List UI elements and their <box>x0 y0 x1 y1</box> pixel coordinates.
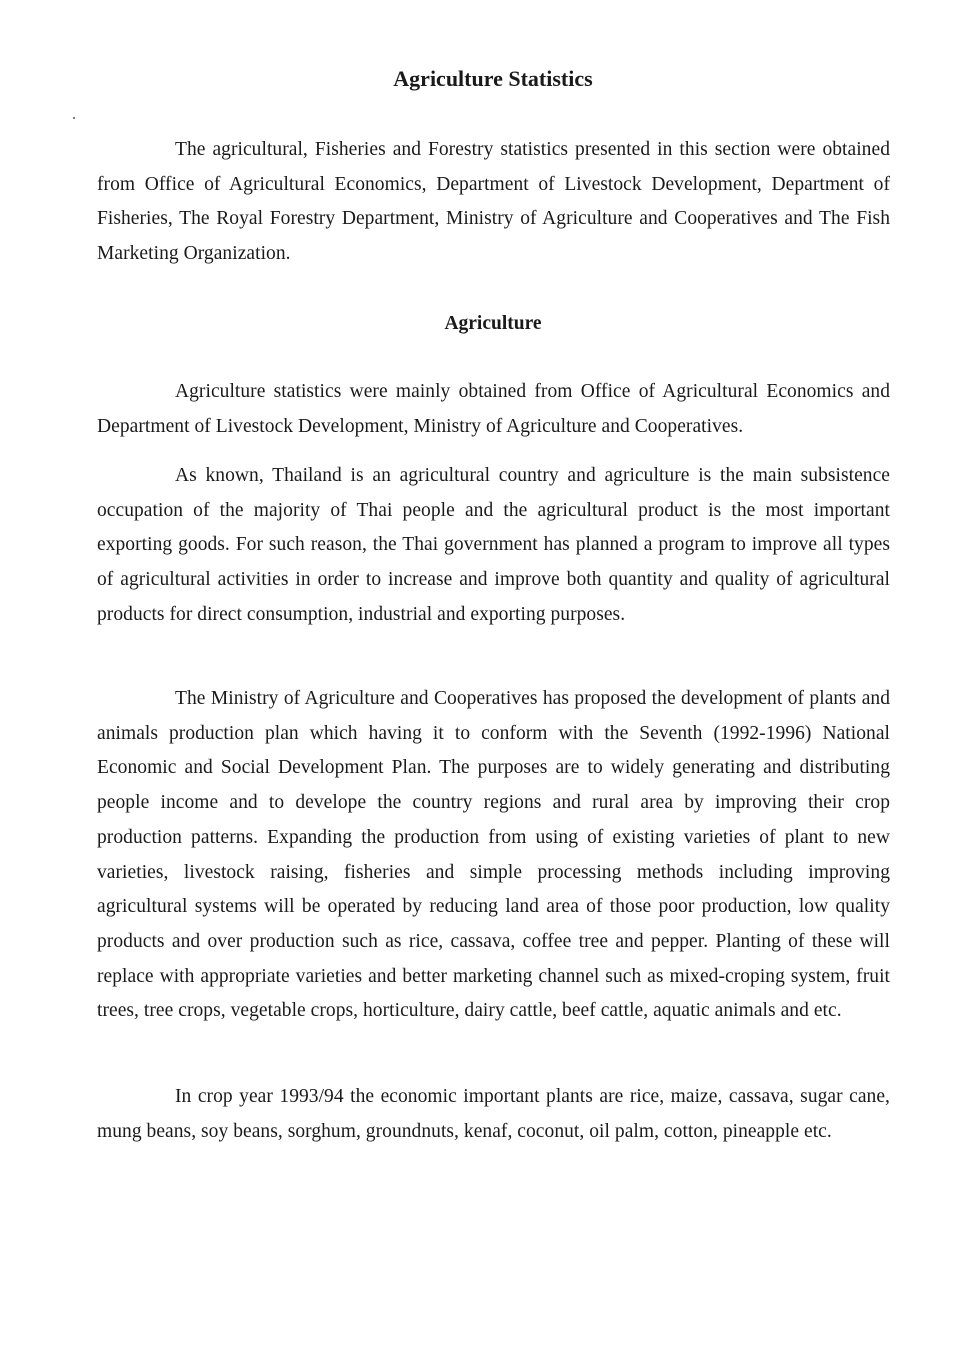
paragraph-ministry-plan: The Ministry of Agriculture and Cooperatives has proposed the development of plants and animals production plan which having it to conform with the Seventh (1992-1996) National Economic and Social Development Plan. The purposes are to widely generating and distributing people income and to develope the country regions and rural area by improving their crop production patterns. Expanding the production from using of existing varieties of plant to new varieties, livestock raising, fisheries and simple processing methods including improving agricultural systems will be operated by reducing land area of those poor production, low quality products and over production such as rice, cassava, coffee tree and pepper. Planting of these will replace with appropriate varieties and better marketing channel such as mixed-croping system, fruit trees, tree crops, vegetable crops, horticulture, dairy cattle, beef cattle, aquatic animals and etc. <box>97 688 890 1022</box>
page-title: Agriculture Statistics <box>393 66 593 91</box>
paragraph-thailand-agriculture: As known, Thailand is an agricultural country and agriculture is the main subsistence occupation of the majority of Thai people and the agricultural product is the most important exporting goods. For such reason, the Thai government has planned a program to improve all types of agricultural activities in order to increase and improve both quantity and quality of agricultural products for direct consumption, industrial and exporting purposes. <box>97 465 890 625</box>
paragraph-crop-year: In crop year 1993/94 the economic important plants are rice, maize, cassava, sugar cane, mung beans, soy beans, sorghum, groundnuts, kenaf, coconut, oil palm, cotton, pineapple etc. <box>97 1086 890 1142</box>
scan-speck <box>73 117 75 119</box>
section-heading: Agriculture <box>444 313 542 334</box>
paragraph-data-sources: Agriculture statistics were mainly obtained from Office of Agricultural Economics and Department of Livestock Development, Ministry of Agriculture and Cooperatives. <box>97 381 890 437</box>
intro-paragraph: The agricultural, Fisheries and Forestry statistics presented in this section were obtained from Office of Agricultural Economics, Department of Livestock Development, Department of Fisheries, The Royal Forestry Department, Ministry of Agriculture and Cooperatives and The Fish Marketing Organization. <box>97 139 890 265</box>
